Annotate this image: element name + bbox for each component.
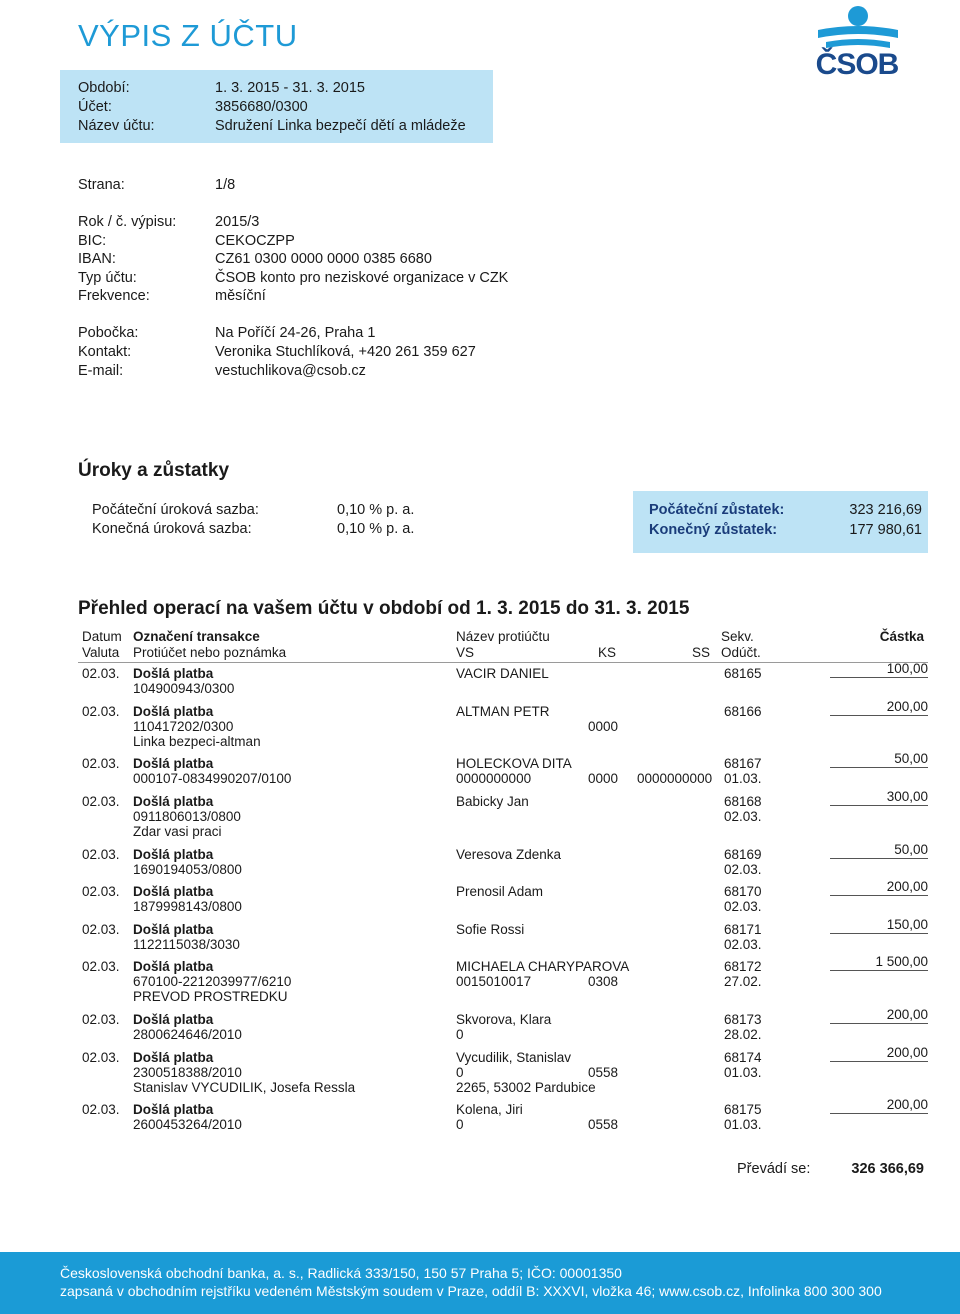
- row-transaction-type: Došlá platba: [133, 1012, 214, 1027]
- row-vs: 0: [456, 1065, 464, 1080]
- header-date: Datum: [82, 629, 122, 644]
- row-counter-name: Vycudilik, Stanislav: [456, 1050, 572, 1065]
- row-address: 2265, 53002 Pardubice: [456, 1080, 596, 1095]
- end-rate-value: 0,10 % p. a.: [337, 521, 415, 537]
- row-counter-account: 110417202/0300: [133, 719, 234, 734]
- frequency-label: Frekvence:: [78, 288, 150, 304]
- row-ks: 0000: [588, 771, 619, 786]
- row-transaction-type: Došlá platba: [133, 666, 214, 681]
- row-sequence: 68174: [724, 1050, 762, 1065]
- row-date: 02.03.: [82, 666, 120, 681]
- period-label: Období:: [78, 80, 130, 96]
- start-balance-label: Počáteční zůstatek:: [649, 502, 785, 518]
- row-amount: 200,00: [830, 699, 928, 716]
- account-value: 3856680/0300: [215, 99, 308, 115]
- contact-label: Kontakt:: [78, 344, 132, 360]
- row-booking-date: 01.03.: [724, 1065, 762, 1080]
- row-transaction-type: Došlá platba: [133, 1102, 214, 1117]
- row-sequence: 68170: [724, 884, 762, 899]
- row-amount: 150,00: [830, 917, 928, 934]
- row-sequence: 68168: [724, 794, 762, 809]
- row-amount: 50,00: [830, 842, 928, 859]
- row-date: 02.03.: [82, 704, 120, 719]
- row-note: Linka bezpeci-altman: [133, 734, 261, 749]
- header-ks: KS: [598, 645, 617, 660]
- bic-value: CEKOCZPP: [215, 233, 295, 249]
- row-amount: 300,00: [830, 789, 928, 806]
- row-ks: 0558: [588, 1117, 619, 1132]
- start-balance-value: 323 216,69: [849, 502, 922, 518]
- row-ks: 0000: [588, 719, 619, 734]
- row-booking-date: 02.03.: [724, 862, 762, 877]
- row-counter-account: 0911806013/0800: [133, 809, 241, 824]
- row-date: 02.03.: [82, 1102, 120, 1117]
- row-sequence: 68173: [724, 1012, 762, 1027]
- row-transaction-type: Došlá platba: [133, 704, 214, 719]
- account-name-value: Sdružení Linka bezpečí dětí a mládeže: [215, 118, 466, 134]
- account-info-box: [60, 70, 493, 143]
- row-amount: 200,00: [830, 1045, 928, 1062]
- row-date: 02.03.: [82, 1012, 120, 1027]
- header-transaction: Označení transakce: [133, 629, 260, 644]
- row-date: 02.03.: [82, 794, 120, 809]
- bic-label: BIC:: [78, 233, 107, 249]
- row-counter-name: Sofie Rossi: [456, 922, 525, 937]
- row-ss: 0000000000: [637, 771, 713, 786]
- row-ks: 0308: [588, 974, 619, 989]
- row-amount: 1 500,00: [830, 954, 928, 971]
- header-amount: Částka: [879, 629, 924, 644]
- page-number-label: Strana:: [78, 177, 125, 193]
- row-ks: 0558: [588, 1065, 619, 1080]
- csob-logo: [808, 4, 906, 84]
- account-name-label: Název účtu:: [78, 118, 155, 134]
- balance-box: [633, 491, 928, 553]
- row-counter-name: Babicky Jan: [456, 794, 529, 809]
- row-counter-account: 1879998143/0800: [133, 899, 242, 914]
- row-date: 02.03.: [82, 1050, 120, 1065]
- row-sequence: 68167: [724, 756, 762, 771]
- page-number-value: 1/8: [215, 177, 236, 193]
- row-amount: 50,00: [830, 751, 928, 768]
- statement-year-value: 2015/3: [215, 214, 260, 230]
- row-amount: 200,00: [830, 1097, 928, 1114]
- row-vs: 0: [456, 1027, 464, 1042]
- row-booking-date: 01.03.: [724, 1117, 762, 1132]
- row-transaction-type: Došlá platba: [133, 794, 214, 809]
- row-note: Stanislav VYCUDILIK, Josefa Ressla: [133, 1080, 356, 1095]
- row-counter-name: HOLECKOVA DITA: [456, 756, 572, 771]
- operations-section-title: Přehled operací na vašem účtu v období od 1. 3. 2015 do 31. 3. 2015: [78, 598, 690, 619]
- row-booking-date: 02.03.: [724, 809, 762, 824]
- branch-label: Pobočka:: [78, 325, 139, 341]
- row-amount: 200,00: [830, 879, 928, 896]
- csob-logo-text: ČSOB: [815, 48, 899, 81]
- carry-forward-value: 326 366,69: [851, 1161, 924, 1177]
- header-counter-name: Název protiúčtu: [456, 629, 550, 644]
- row-counter-name: Kolena, Jiri: [456, 1102, 523, 1117]
- end-rate-label: Konečná úroková sazba:: [92, 521, 252, 537]
- header-ss: SS: [692, 645, 711, 660]
- header-divider: [78, 662, 928, 663]
- row-sequence: 68169: [724, 847, 762, 862]
- row-date: 02.03.: [82, 959, 120, 974]
- row-counter-account: 104900943/0300: [133, 681, 235, 696]
- row-sequence: 68166: [724, 704, 762, 719]
- header-counter-account: Protiúčet nebo poznámka: [133, 645, 287, 660]
- start-rate-value: 0,10 % p. a.: [337, 502, 415, 518]
- row-booking-date: 02.03.: [724, 899, 762, 914]
- footer: [0, 1252, 960, 1314]
- page-title: VÝPIS Z ÚČTU: [78, 18, 298, 53]
- row-counter-account: 2800624646/2010: [133, 1027, 242, 1042]
- account-label: Účet:: [78, 99, 112, 115]
- statement-year-label: Rok / č. výpisu:: [78, 214, 177, 230]
- iban-label: IBAN:: [78, 251, 116, 267]
- start-rate-label: Počáteční úroková sazba:: [92, 502, 259, 518]
- row-transaction-type: Došlá platba: [133, 884, 214, 899]
- row-counter-account: 670100-2212039977/6210: [133, 974, 292, 989]
- row-booking-date: 02.03.: [724, 937, 762, 952]
- row-counter-account: 1690194053/0800: [133, 862, 242, 877]
- csob-logo-symbol-icon: [808, 4, 906, 52]
- row-sequence: 68175: [724, 1102, 762, 1117]
- row-counter-name: VACIR DANIEL: [456, 666, 549, 681]
- row-date: 02.03.: [82, 847, 120, 862]
- row-transaction-type: Došlá platba: [133, 922, 214, 937]
- row-date: 02.03.: [82, 884, 120, 899]
- email-label: E-mail:: [78, 363, 124, 379]
- row-counter-name: Veresova Zdenka: [456, 847, 562, 862]
- account-type-label: Typ účtu:: [78, 270, 137, 286]
- row-transaction-type: Došlá platba: [133, 1050, 214, 1065]
- row-sequence: 68165: [724, 666, 762, 681]
- row-counter-account: 000107-0834990207/0100: [133, 771, 292, 786]
- row-counter-account: 2300518388/2010: [133, 1065, 242, 1080]
- carry-forward-label: Převádí se:: [737, 1161, 811, 1177]
- row-counter-name: ALTMAN PETR: [456, 704, 550, 719]
- header-valuta: Valuta: [82, 645, 120, 660]
- row-note: Zdar vasi praci: [133, 824, 222, 839]
- row-counter-account: 2600453264/2010: [133, 1117, 242, 1132]
- row-transaction-type: Došlá platba: [133, 847, 214, 862]
- branch-value: Na Poříčí 24-26, Praha 1: [215, 325, 376, 341]
- row-amount: 100,00: [830, 661, 928, 678]
- header-vs: VS: [456, 645, 475, 660]
- email-value[interactable]: vestuchlikova@csob.cz: [215, 363, 366, 379]
- row-booking-date: 01.03.: [724, 771, 762, 786]
- row-counter-name: MICHAELA CHARYPAROVA: [456, 959, 630, 974]
- frequency-value: měsíční: [215, 288, 266, 304]
- row-date: 02.03.: [82, 756, 120, 771]
- row-date: 02.03.: [82, 922, 120, 937]
- row-counter-name: Prenosil Adam: [456, 884, 544, 899]
- interest-section-title: Úroky a zůstatky: [78, 460, 230, 481]
- footer-line-1: Československá obchodní banka, a. s., Radlická 333/150, 150 57 Praha 5; IČO: 00001350: [60, 1265, 622, 1281]
- header-seq: Sekv.: [721, 629, 754, 644]
- iban-value: CZ61 0300 0000 0000 0385 6680: [215, 251, 432, 267]
- row-transaction-type: Došlá platba: [133, 756, 214, 771]
- row-counter-account: 1122115038/3030: [133, 937, 240, 952]
- footer-line-2: zapsaná v obchodním rejstříku vedeném Městským soudem v Praze, oddíl B: XXXVI, vložka 46; www.csob.cz, Infolinka 800 300 300: [60, 1283, 882, 1299]
- account-type-value: ČSOB konto pro neziskové organizace v CZK: [215, 270, 509, 286]
- row-sequence: 68172: [724, 959, 762, 974]
- period-value: 1. 3. 2015 - 31. 3. 2015: [215, 80, 365, 96]
- end-balance-value: 177 980,61: [849, 522, 922, 538]
- row-vs: 0: [456, 1117, 464, 1132]
- contact-value: Veronika Stuchlíková, +420 261 359 627: [215, 344, 476, 360]
- row-vs: 0015010017: [456, 974, 532, 989]
- row-transaction-type: Došlá platba: [133, 959, 214, 974]
- row-booking-date: 28.02.: [724, 1027, 762, 1042]
- row-vs: 0000000000: [456, 771, 532, 786]
- end-balance-label: Konečný zůstatek:: [649, 522, 778, 538]
- row-amount: 200,00: [830, 1007, 928, 1024]
- header-odect: Odúčt.: [721, 645, 761, 660]
- row-counter-name: Skvorova, Klara: [456, 1012, 552, 1027]
- row-note: PREVOD PROSTREDKU: [133, 989, 288, 1004]
- row-booking-date: 27.02.: [724, 974, 762, 989]
- row-sequence: 68171: [724, 922, 762, 937]
